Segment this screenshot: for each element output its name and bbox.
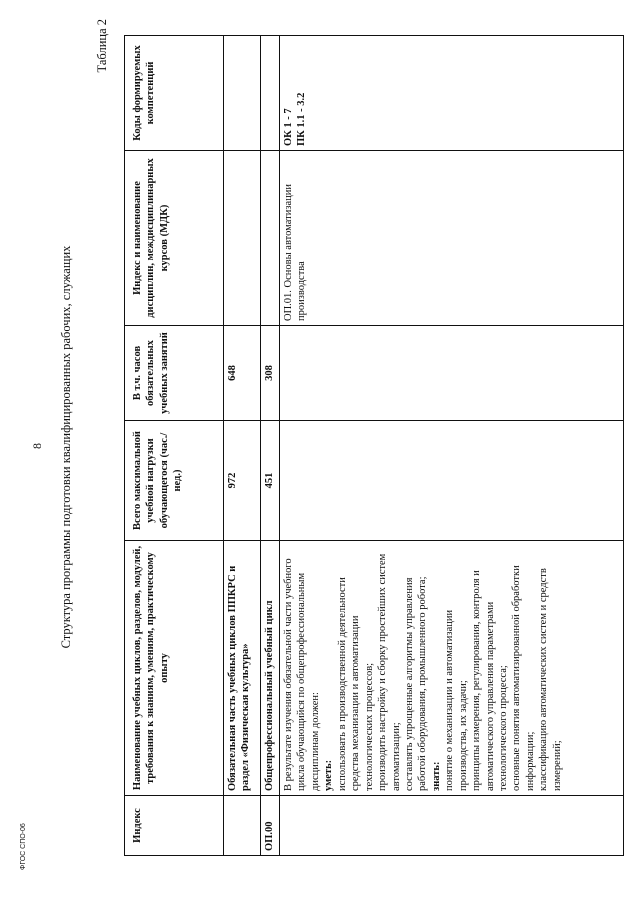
requirement-line: принципы измерения, регулирования, контроля и автоматического управления параметрами технологического процесса; (471, 570, 509, 791)
header-competences: Коды формируемых компетенций (125, 36, 224, 151)
requirement-line: производить настройку и сборку простейших систем автоматизации; (377, 553, 402, 791)
table-row-cycle (261, 36, 280, 856)
structure-table (124, 35, 624, 856)
table-label: Таблица 2 (95, 19, 109, 73)
header-mandatory: В т.ч. часов обязательных учебных занятий (125, 326, 224, 421)
requirement-line: В результате изучения обязательной части учебного цикла обучающийся по общепрофессиональным дисциплинам должен: (283, 558, 321, 791)
cell-competences (261, 36, 280, 151)
cell-requirements (280, 541, 624, 796)
table-row-obligatory (224, 36, 261, 856)
cell-mandatory (280, 326, 624, 421)
cell-index: ОП.00 (261, 796, 280, 856)
table-row-op01 (280, 36, 624, 856)
competence-codes-pk: ПК 1.1 - 3.2 (296, 92, 308, 146)
header-name: Наименование учебных циклов, разделов, модулей, требования к знаниям, умениям, практическому опыту (125, 541, 224, 796)
competence-codes-ok: ОК 1 - 7 (283, 108, 294, 146)
footer-code: ФГОС СПО-06 (20, 823, 27, 870)
header-index: Индекс (125, 796, 224, 856)
page-number: 8 (30, 443, 44, 449)
cell-competences (224, 36, 261, 151)
structure-table-wrapper (124, 36, 624, 856)
requirement-line: понятие о механизации и автоматизации производства, их задачи; (444, 609, 469, 791)
cell-mandatory: 308 (261, 326, 280, 421)
page-heading: Структура программы подготовки квалифицированных рабочих, служащих (59, 245, 73, 649)
cell-index (280, 796, 624, 856)
cell-index (224, 796, 261, 856)
header-total: Всего максимальной учебной нагрузки обучающегося (час./нед.) (125, 421, 224, 541)
header-courses: Индекс и наименование дисциплин, междисциплинарных курсов (МДК) (125, 151, 224, 326)
cell-name: Обязательная часть учебных циклов ППКРС и раздел «Физическая культура» (224, 541, 261, 796)
cell-total: 451 (261, 421, 280, 541)
requirement-line: использовать в производственной деятельности средства механизации и автоматизации технологических процессов; (336, 577, 375, 791)
cell-course-name: ОП.01. Основы автоматизации производства (280, 151, 624, 326)
cell-total (280, 421, 624, 541)
requirement-line: знать: (430, 761, 442, 791)
cell-courses (224, 151, 261, 326)
requirement-line: основные понятия автоматизированной обработки информации; (511, 565, 536, 791)
cell-competences (280, 36, 624, 151)
requirement-line: составлять упрощенные алгоритмы управления работой оборудования, промышленного робота; (403, 576, 429, 791)
table-header-row (125, 36, 224, 856)
cell-name: Общепрофессиональный учебный цикл (261, 541, 280, 796)
cell-courses (261, 151, 280, 326)
requirement-line: уметь: (323, 759, 335, 791)
cell-mandatory: 648 (224, 326, 261, 421)
requirement-line: классификацию автоматических систем и средств измерений; (538, 568, 563, 791)
cell-total: 972 (224, 421, 261, 541)
